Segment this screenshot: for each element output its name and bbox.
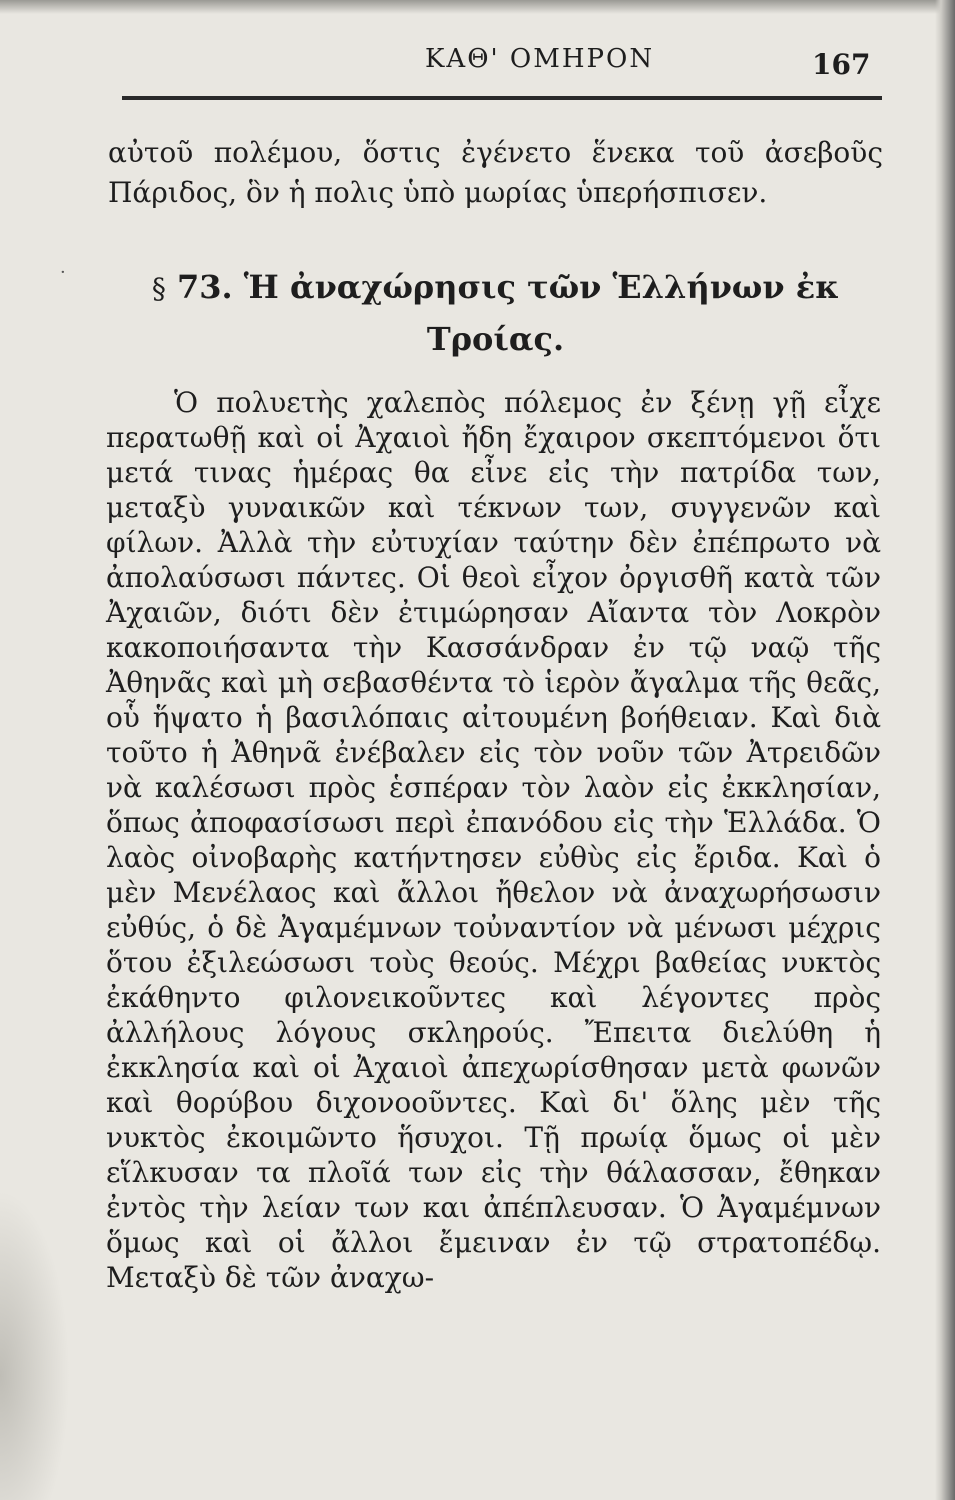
section-symbol: §	[151, 272, 166, 305]
continued-paragraph: αὐτοῦ πολέμου, ὅστις ἐγένετο ἕνεκα τοῦ ἀσεβοῦς Πάριδος, ὃν ἡ πολις ὑπὸ μωρίας ὑπερήσπισεν.	[108, 136, 883, 209]
section-number: 73.	[176, 268, 233, 306]
body-paragraph: Ὁ πολυετὴς χαλεπὸς πόλεμος ἐν ξένῃ γῇ εἶχε περατωθῇ καὶ οἱ Ἀχαιοὶ ἤδη ἔχαιρον σκεπτόμενοι ὅτι μετά τινας ἡμέρας θα εἶνε εἰς τὴν πατρίδα των, μεταξὺ γυναικῶν καὶ τέκνων των, συγγενῶν καὶ φίλων. Ἀλλὰ τὴν εὐτυχίαν ταύτην δὲν ἐπέπρωτο νὰ ἀπολαύσωσι πάντες. Οἱ θεοὶ εἶχον ὀργισθῆ κατὰ τῶν Ἀχαιῶν, διότι δὲν ἐτιμώρησαν Αἴαντα τὸν Λοκρὸν κακοποιήσαντα τὴν Κασσάνδραν ἐν τῷ ναῷ τῆς Ἀθηνᾶς καὶ μὴ σεβασθέντα τὸ ἱερὸν ἄγαλμα τῆς θεᾶς, οὗ ἥψατο ἡ βασιλόπαις αἰτουμένη βοήθειαν. Καὶ διὰ τοῦτο ἡ Ἀθηνᾶ ἐνέβαλεν εἰς τὸν νοῦν τῶν Ἀτρειδῶν νὰ καλέσωσι πρὸς ἑσπέραν τὸν λαὸν εἰς ἐκκλησίαν, ὅπως ἀποφασίσωσι περὶ ἐπανόδου εἰς τὴν Ἑλλάδα. Ὁ λαὸς οἰνοβαρὴς κατήντησεν εὐθὺς εἰς ἔριδα. Καὶ ὁ μὲν Μενέλαος καὶ ἄλλοι ἤθελον νὰ ἀναχωρήσωσιν εὐθύς, ὁ δὲ Ἀγαμέμνων τοὐναντίον νὰ μένωσι μέχρις ὅτου ἐξιλεώσωσι τοὺς θεούς. Μέχρι βαθείας νυκτὸς ἐκάθηντο φιλονεικοῦντες καὶ λέγοντες πρὸς ἀλλήλους λόγους σκληρούς. Ἔπειτα διελύθη ἡ ἐκκλησία καὶ οἱ Ἀχαιοὶ ἀπεχωρίσθησαν μετὰ φωνῶν καὶ θορύβου διχονοοῦντες. Καὶ δι' ὅλης μὲν τῆς νυκτὸς ἐκοιμῶντο ἥσυχοι. Τῇ πρωίᾳ ὅμως οἱ μὲν εἵλκυσαν τα πλοῖά των εἰς τὴν θάλασσαν, ἔθηκαν ἐντὸς τὴν λείαν των και ἀπέπλευσαν. Ὁ Ἀγαμέμνων ὅμως καὶ οἱ ἄλλοι ἔμειναν ἐν τῷ στρατοπέδῳ. Μεταξὺ δὲ τῶν ἀναχω-	[106, 386, 881, 1294]
page-number: 167	[812, 48, 871, 81]
paper-stain	[0, 1190, 70, 1500]
running-head	[100, 38, 900, 88]
section-title: Ἡ ἀναχώρησις τῶν Ἑλλήνων ἐκ Τροίας.	[243, 268, 840, 358]
page-top-shadow	[0, 0, 955, 14]
page-right-shadow	[935, 0, 955, 1500]
section-heading	[108, 262, 883, 364]
running-title: ΚΑΘ' ΟΜΗΡΟΝ	[425, 44, 655, 74]
margin-mark: ·	[60, 262, 66, 283]
header-rule	[122, 96, 882, 100]
